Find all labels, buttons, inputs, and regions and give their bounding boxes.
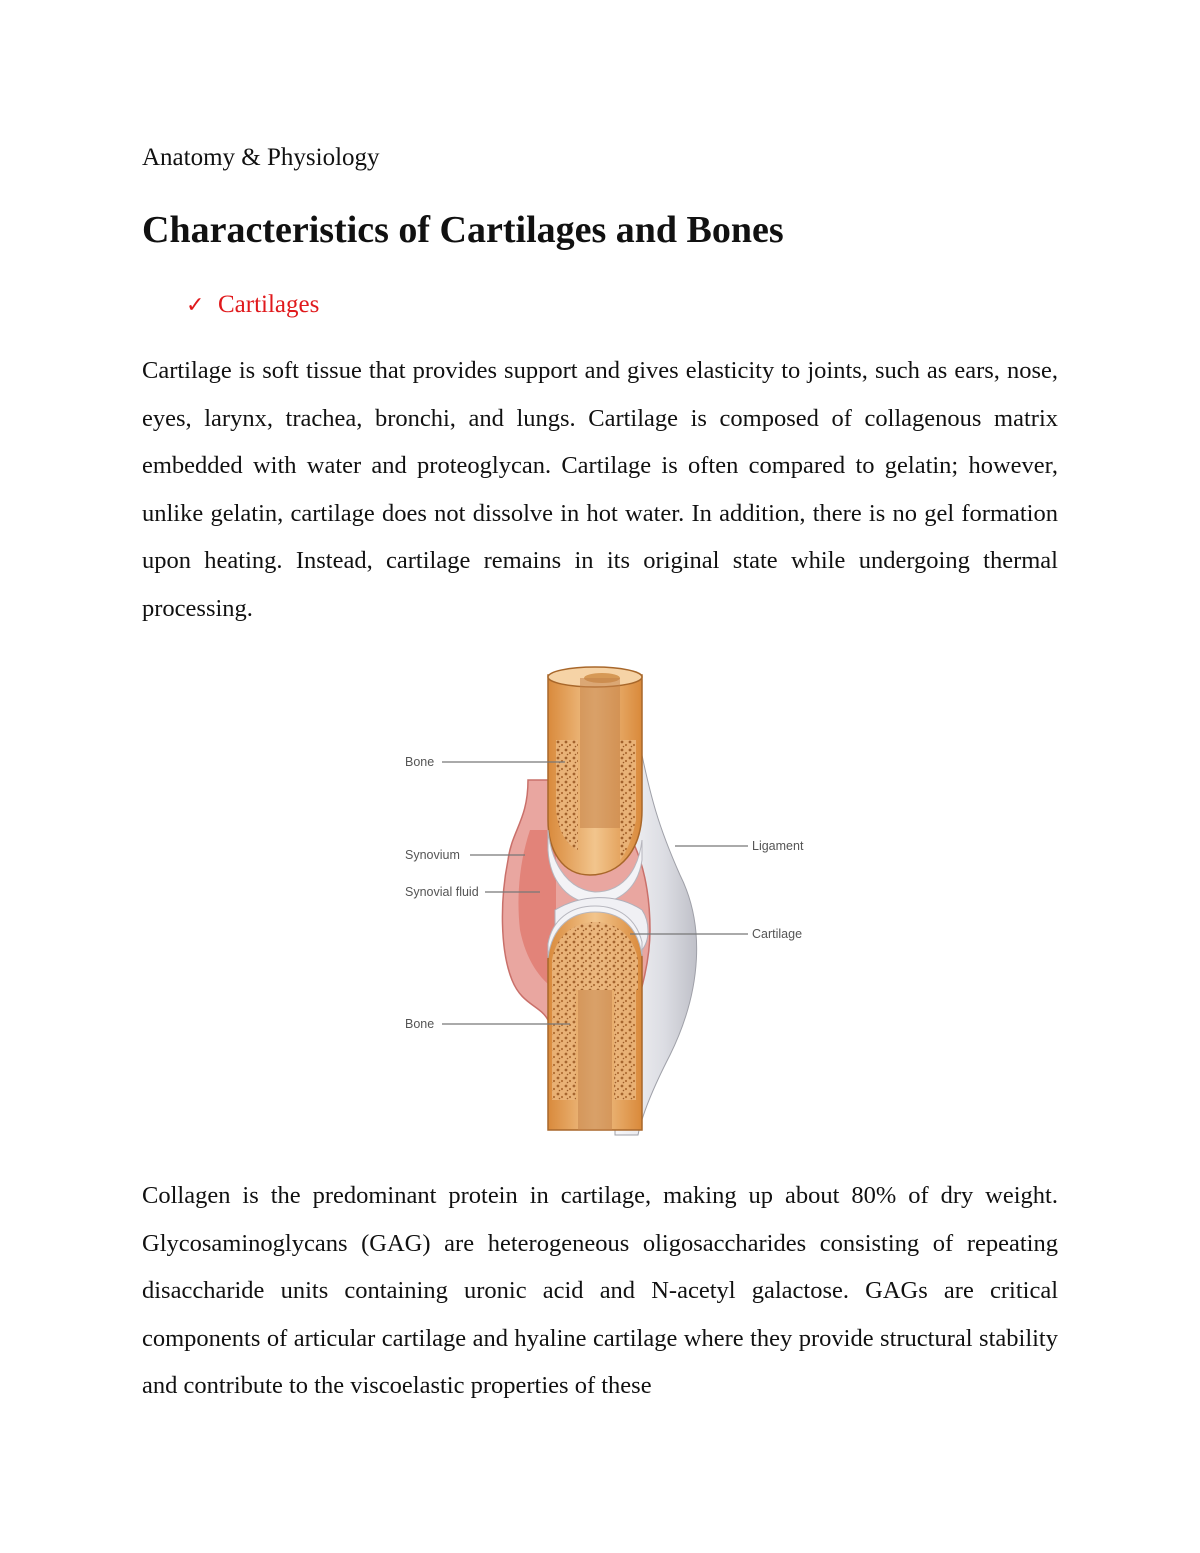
document-title: Characteristics of Cartilages and Bones xyxy=(142,209,784,251)
paragraph-collagen: Collagen is the predominant protein in cartilage, making up about 80% of dry weight. Glycosaminoglycans (GAG) are heterogeneous oligosaccharides consisting of repeating disaccharide units containing uronic acid and N-acetyl galactose. GAGs are critical components of articular cartilage and hyaline cartilage where they provide structural stability and contribute to the viscoelastic properties of these xyxy=(142,1182,1058,1399)
check-icon: ✓ xyxy=(186,292,205,317)
section-heading-cartilages xyxy=(186,287,319,323)
label-bone-top: Bone xyxy=(405,755,435,769)
joint-diagram-svg xyxy=(380,660,820,1140)
joint-diagram xyxy=(380,660,820,1140)
label-bone-bottom: Bone xyxy=(405,1017,435,1031)
label-cartilage: Cartilage xyxy=(752,927,803,941)
subject-header: Anatomy & Physiology xyxy=(142,144,380,171)
section-heading-label: Cartilages xyxy=(218,291,320,318)
label-synovium: Synovium xyxy=(405,848,460,862)
label-ligament: Ligament xyxy=(752,839,804,853)
paragraph-cartilage-intro: Cartilage is soft tissue that provides support and gives elasticity to joints, such as ears, nose, eyes, larynx, trachea, bronchi, and lungs. Cartilage is composed of collagenous matrix embedded with water and proteoglycan. Cartilage is often compared to gelatin; however, unlike gelatin, cartilage does not dissolve in hot water. In addition, there is no gel formation upon heating. Instead, cartilage remains in its original state while undergoing thermal processing. xyxy=(142,357,1058,622)
label-synovial-fluid: Synovial fluid xyxy=(405,885,479,899)
